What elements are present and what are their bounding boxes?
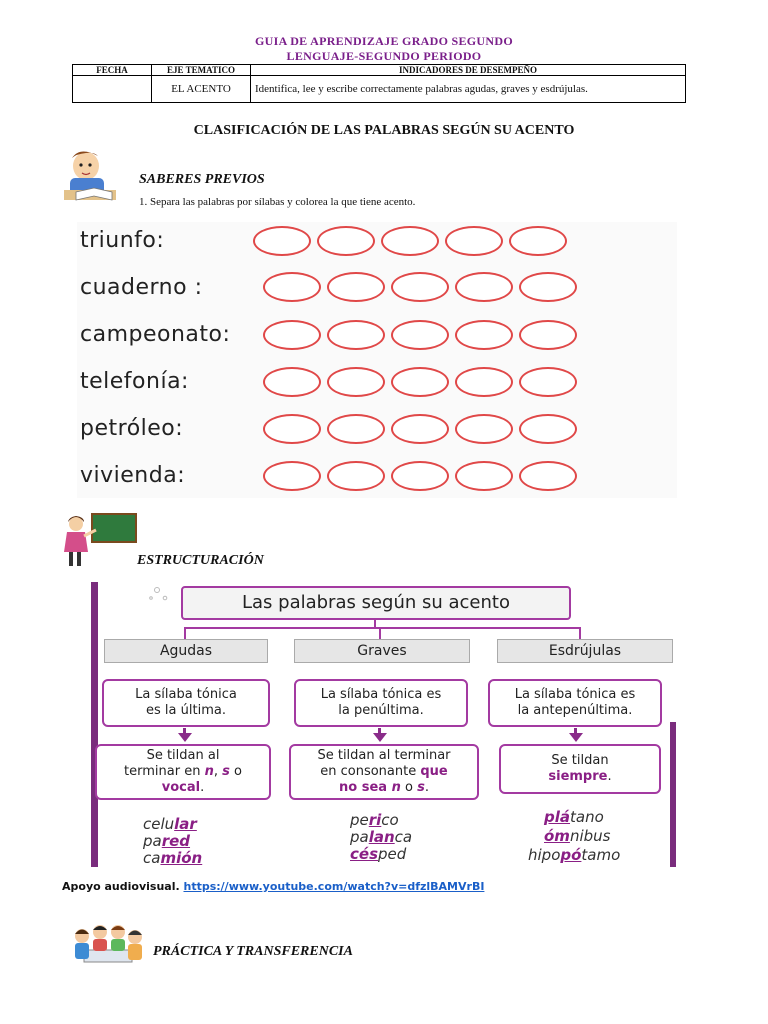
syllable-oval[interactable] (327, 367, 385, 397)
connector-esdrujulas (579, 627, 581, 639)
syllable-oval[interactable] (391, 320, 449, 350)
tilde-letter: s (222, 764, 230, 779)
main-title: CLASIFICACIÓN DE LAS PALABRAS SEGÚN SU ACENTO (193, 123, 575, 138)
tilde-graves (289, 744, 479, 800)
guide-title: GUIA DE APRENDIZAJE GRADO SEGUNDO (255, 34, 513, 48)
category-esdrujulas: Esdrújulas (497, 639, 673, 663)
tilde-text: en consonante (320, 764, 421, 779)
connector-graves (379, 627, 381, 639)
apoyo-audiovisual (62, 880, 484, 893)
syllable-oval[interactable] (327, 461, 385, 491)
syllable-oval[interactable] (455, 414, 513, 444)
child-reading-icon (60, 148, 128, 203)
syllable-oval[interactable] (263, 461, 321, 491)
decor-bar-left (91, 582, 98, 867)
word-cuaderno: cuaderno : (80, 275, 203, 300)
tilde-line (548, 769, 611, 785)
rule-graves (294, 679, 468, 727)
syllable-oval[interactable] (519, 272, 577, 302)
syllable-oval[interactable] (519, 367, 577, 397)
tilde-text: terminar en (124, 764, 205, 779)
word-campeonato: campeonato: (80, 322, 231, 347)
cell-fecha (73, 76, 152, 103)
syllable-oval[interactable] (455, 461, 513, 491)
practica-title: PRÁCTICA Y TRANSFERENCIA (153, 944, 353, 959)
word-petroleo: petróleo: (80, 416, 184, 441)
syllable-oval[interactable] (509, 226, 567, 256)
examples-graves (350, 812, 412, 863)
example-word: hipopótamo (528, 846, 621, 864)
apoyo-label: Apoyo audiovisual. (62, 880, 184, 893)
tilde-text: . (607, 769, 612, 784)
category-graves: Graves (294, 639, 470, 663)
tilde-text: , (213, 764, 223, 779)
tilde-letter: s (417, 780, 425, 795)
tilde-text: . (200, 780, 205, 795)
tilde-line (339, 780, 429, 796)
tilde-agudas (95, 744, 271, 800)
tilde-letter: n (204, 764, 214, 779)
example-word: perico (350, 811, 399, 829)
rule-line: es la última. (146, 703, 226, 718)
saberes-title: SABERES PREVIOS (139, 172, 265, 187)
connector-agudas (184, 627, 186, 639)
syllable-oval[interactable] (455, 272, 513, 302)
tilde-word: no sea (339, 780, 392, 795)
chart-title: Las palabras según su acento (181, 586, 571, 620)
guide-subtitle: LENGUAJE-SEGUNDO PERIODO (286, 49, 482, 63)
rule-line: La sílaba tónica es (320, 687, 442, 702)
examples-agudas (143, 816, 202, 867)
col-fecha: FECHA (73, 65, 152, 76)
teacher-icon (62, 512, 138, 568)
syllable-oval[interactable] (327, 414, 385, 444)
category-agudas: Agudas (104, 639, 268, 663)
syllable-oval[interactable] (317, 226, 375, 256)
tilde-text: . (424, 780, 429, 795)
example-word: camión (143, 849, 203, 867)
syllable-oval[interactable] (263, 320, 321, 350)
rule-line: la antepenúltima. (517, 703, 633, 718)
rule-line: la penúltima. (338, 703, 424, 718)
syllable-worksheet (77, 222, 677, 498)
tilde-line (124, 764, 242, 780)
accent-classification-chart (91, 582, 676, 867)
syllable-oval[interactable] (455, 320, 513, 350)
syllable-oval[interactable] (519, 320, 577, 350)
cell-indicadores: Identifica, lee y escribe correctamente palabras agudas, graves y esdrújulas. (251, 76, 686, 103)
youtube-link[interactable]: https://www.youtube.com/watch?v=dfzlBAMVrBI (183, 880, 485, 893)
word-triunfo: triunfo: (80, 228, 165, 253)
tilde-line (320, 764, 448, 780)
arrow-down-icon (373, 733, 387, 742)
examples-esdrujulas (528, 808, 620, 865)
tilde-line: Se tildan al (146, 748, 220, 763)
syllable-oval[interactable] (519, 414, 577, 444)
tilde-word: que (420, 764, 448, 779)
col-indicadores: INDICADORES DE DESEMPEÑO (251, 65, 686, 76)
syllable-oval[interactable] (263, 367, 321, 397)
syllable-oval[interactable] (381, 226, 439, 256)
saberes-instruction: 1. Separa las palabras por sílabas y colorea la que tiene acento. (139, 196, 416, 208)
rule-line: La sílaba tónica (135, 687, 237, 702)
rule-esdrujulas (488, 679, 662, 727)
word-telefonia: telefonía: (80, 369, 189, 394)
syllable-oval[interactable] (391, 367, 449, 397)
children-group-icon (70, 922, 146, 970)
syllable-oval[interactable] (391, 272, 449, 302)
estructuracion-title: ESTRUCTURACIÓN (137, 553, 264, 568)
decor-bar-right (670, 722, 676, 867)
connector-horizontal (184, 627, 580, 629)
syllable-oval[interactable] (263, 414, 321, 444)
example-word: palanca (350, 828, 413, 846)
tilde-line: Se tildan (551, 753, 609, 768)
syllable-oval[interactable] (263, 272, 321, 302)
example-word: plátano (544, 808, 604, 826)
tilde-letter: n (391, 780, 401, 795)
example-word: ómnibus (544, 827, 611, 845)
tilde-text: o (400, 780, 418, 795)
decor-dots-icon (147, 584, 177, 604)
example-word: pared (143, 832, 191, 850)
rule-agudas (102, 679, 270, 727)
word-vivienda: vivienda: (80, 463, 186, 488)
connector-main (374, 618, 376, 627)
col-eje: EJE TEMATICO (152, 65, 251, 76)
tilde-text: o (229, 764, 242, 779)
syllable-oval[interactable] (391, 414, 449, 444)
arrow-down-icon (178, 733, 192, 742)
tilde-line: Se tildan al terminar (317, 748, 451, 763)
tilde-word: siempre (548, 769, 608, 784)
syllable-oval[interactable] (327, 272, 385, 302)
syllable-oval[interactable] (455, 367, 513, 397)
example-word: césped (350, 845, 407, 863)
example-word: celular (143, 815, 197, 833)
syllable-oval[interactable] (253, 226, 311, 256)
tilde-word: vocal (161, 780, 201, 795)
syllable-oval[interactable] (445, 226, 503, 256)
tilde-line (162, 780, 204, 796)
rule-line: La sílaba tónica es (514, 687, 636, 702)
arrow-down-icon (569, 733, 583, 742)
tilde-esdrujulas (499, 744, 661, 794)
meta-table (72, 64, 686, 103)
syllable-oval[interactable] (519, 461, 577, 491)
cell-eje: EL ACENTO (152, 76, 251, 103)
syllable-oval[interactable] (391, 461, 449, 491)
syllable-oval[interactable] (327, 320, 385, 350)
